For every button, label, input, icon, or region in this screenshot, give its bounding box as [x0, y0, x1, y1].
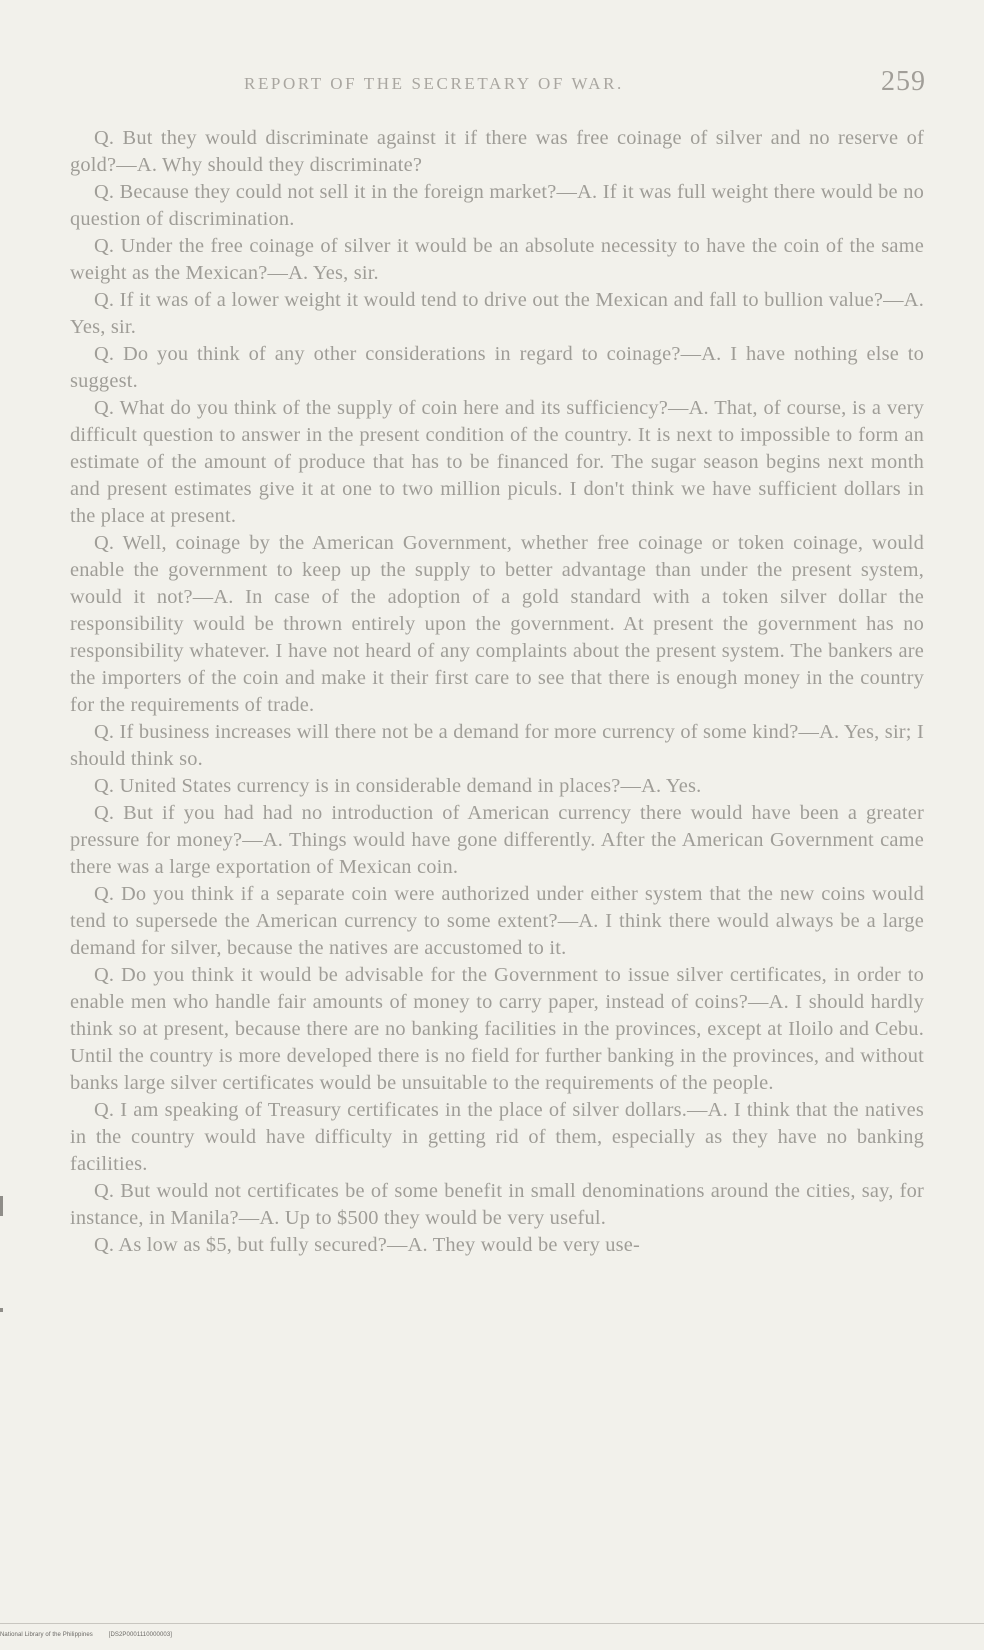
scan-footer — [0, 1632, 186, 1638]
paragraph: Q. Because they could not sell it in the foreign market?—A. If it was full weight there would be no question of discrimination. — [70, 181, 924, 230]
paragraph: Q. Well, coinage by the American Government, whether free coinage or token coinage, would enable the government to keep up the supply to better advantage than under the present system, would it not?—A. In case of the adoption of a gold standard with a token silver dollar the responsibility would be thrown entirely upon the government. At present the government has no responsibility whatever. I have not heard of any complaints about the present system. The bankers are the importers of the coin and make it their first care to see that there is enough money in the country for the requirements of trade. — [70, 532, 924, 716]
page-number: 259 — [881, 66, 926, 97]
scan-edge-mark — [0, 1308, 3, 1312]
scan-code: [DS2P0001110000003] — [108, 1632, 173, 1638]
running-title: REPORT OF THE SECRETARY OF WAR. — [244, 74, 624, 93]
library-credit: National Library of the Philippines — [0, 1632, 93, 1638]
paragraph: Q. United States currency is in considerable demand in places?—A. Yes. — [94, 775, 702, 797]
body-text — [70, 125, 924, 1259]
paragraph: Q. If business increases will there not be a demand for more currency of some kind?—A. Yes, sir; I should think so. — [70, 721, 924, 770]
paragraph: Q. Do you think it would be advisable for the Government to issue silver certificates, in order to enable men who handle fair amounts of money to carry paper, instead of coins?—A. I should hardly think so at present, because there are no banking facilities in the provinces, except at Iloilo and Cebu. Until the country is more developed there is no field for further banking in the provinces, and without banks large silver certificates would be unsuitable to the requirements of the people. — [70, 964, 924, 1094]
footer-rule — [0, 1623, 984, 1624]
paragraph: Q. I am speaking of Treasury certificates in the place of silver dollars.—A. I think that the natives in the country would have difficulty in getting rid of them, especially as they have no banking facilities. — [70, 1099, 924, 1175]
paragraph: Q. But would not certificates be of some benefit in small denominations around the cities, say, for instance, in Manila?—A. Up to $500 they would be very useful. — [70, 1180, 924, 1229]
page-header — [76, 66, 926, 98]
paragraph: Q. What do you think of the supply of coin here and its sufficiency?—A. That, of course, is a very difficult question to answer in the present condition of the country. It is next to impossible to form an estimate of the amount of produce that has to be financed for. The sugar season begins next month and present estimates give it at one to two million piculs. I don't think we have sufficient dollars in the place at present. — [70, 397, 924, 527]
paragraph: Q. Do you think if a separate coin were authorized under either system that the new coins would tend to supersede the American currency to some extent?—A. I think there would always be a large demand for silver, because the natives are accustomed to it. — [70, 883, 924, 959]
paragraph: Q. As low as $5, but fully secured?—A. They would be very use- — [94, 1234, 641, 1256]
paragraph: Q. But if you had had no introduction of American currency there would have been a greater pressure for money?—A. Things would have gone differently. After the American Government came there was a large exportation of Mexican coin. — [70, 802, 924, 878]
paragraph: Q. If it was of a lower weight it would tend to drive out the Mexican and fall to bullion value?—A. Yes, sir. — [70, 289, 924, 338]
paragraph: Q. Do you think of any other considerations in regard to coinage?—A. I have nothing else to suggest. — [70, 343, 924, 392]
paragraph: Q. But they would discriminate against it if there was free coinage of silver and no reserve of gold?—A. Why should they discriminate? — [70, 127, 924, 176]
paragraph: Q. Under the free coinage of silver it would be an absolute necessity to have the coin of the same weight as the Mexican?—A. Yes, sir. — [70, 235, 924, 284]
scan-edge-mark — [0, 1196, 3, 1216]
